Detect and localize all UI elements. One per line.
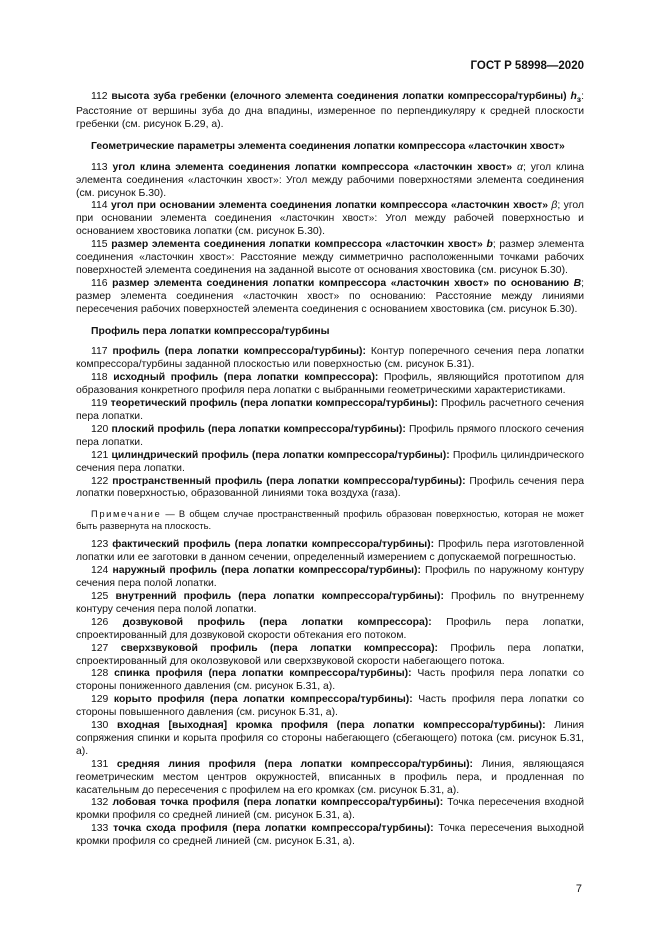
entry-119: 119 теоретический профиль (пера лопатки компрессора/турбины): Профиль расчетного сечения пера лопатки.: [76, 398, 585, 423]
section-heading-dovetail: Геометрические параметры элемента соединения лопатки компрессора «ласточкин хвост»: [91, 140, 565, 152]
entry-129: 129 корыто профиля (пера лопатки компрессора/турбины): Часть профиля пера лопатки со стороны повышенного давления (см. рисунок Б.31, а).: [76, 694, 584, 719]
standard-header: ГОСТ Р 58998—2020: [470, 60, 584, 72]
entry-113: 113 угол клина элемента соединения лопатки компрессора «ласточкин хвост» α; угол клина элемента соединения «ласточкин хвост»: Угол между рабочими поверхностями элемента соединения (см. рисунок Б.30).: [76, 161, 585, 199]
entry-131: 131 средняя линия профиля (пера лопатки компрессора/турбины): Линия, являющаяся геометрическим местом центров окружностей, вписанных в профиль пера, и продленная по касательным до пересечения с профилем на его кромках (см. рисунок Б.31, а).: [76, 758, 585, 796]
section-heading-profile: Профиль пера лопатки компрессора/турбины: [91, 325, 330, 337]
entry-120: 120 плоский профиль (пера лопатки компрессора/турбины): Профиль прямого плоского сечения пера лопатки.: [76, 423, 584, 448]
page-number: 7: [575, 883, 582, 895]
entry-114: 114 угол при основании элемента соединения лопатки компрессора «ласточкин хвост» β; угол при основании элемента соединения «ласточкин хвост»: Угол между рабочей поверхностью и основанием хвостовика лопатки (см. рисунок Б.30).: [76, 200, 584, 238]
entry-123: 123 фактический профиль (пера лопатки компрессора/турбины): Профиль пера изготовленной лопатки или ее заготовки в данном сечении, определенный измерением с допускаемой погрешностью.: [76, 539, 584, 564]
entry-124: 124 наружный профиль (пера лопатки компрессора/турбины): Профиль по наружному контуру сечения пера полой лопатки.: [76, 565, 584, 590]
entry-122: 122 пространственный профиль (пера лопатки компрессора/турбины): Профиль сечения пера лопатки поверхностью, образованной линиями тока воздуха (газа).: [76, 475, 584, 500]
document-body: [76, 91, 584, 849]
entry-116: 116 размер элемента соединения лопатки компрессора «ласточкин хвост» по основанию B; размер элемента соединения «ласточкин хвост» по основанию: Расстояние между линиями пересечения рабочих поверхностей элемента соединения с основанием хвостовика (см. рисунок Б.30).: [76, 277, 585, 315]
entry-118: 118 исходный профиль (пера лопатки компрессора): Профиль, являющийся прототипом для образования конкретного профиля пера лопатки с выбранными геометрическими характеристиками.: [76, 372, 584, 397]
note-122: Примечание — В общем случае пространственный профиль образован поверхностью, которая не может быть развернута на плоскость.: [76, 508, 584, 532]
entry-132: 132 лобовая точка профиля (пера лопатки компрессора/турбины): Точка пересечения входной кромки профиля со средней линией (см. рисунок Б.31, а).: [76, 797, 584, 822]
entry-125: 125 внутренний профиль (пера лопатки компрессора/турбины): Профиль по внутреннему контуру сечения пера полой лопатки.: [76, 590, 584, 615]
entry-128: 128 спинка профиля (пера лопатки компрессора/турбины): Часть профиля пера лопатки со стороны пониженного давления (см. рисунок Б.31, а).: [76, 668, 585, 693]
entry-117: 117 профиль (пера лопатки компрессора/турбины): Контур поперечного сечения пера лопатки компрессора/турбины заданной плоскостью или поверхностью (см. рисунок Б.31).: [76, 346, 585, 371]
entry-133: 133 точка схода профиля (пера лопатки компрессора/турбины): Точка пересечения выходной кромки профиля со средней линией (см. рисунок Б.31, а).: [76, 823, 585, 848]
entry-115: 115 размер элемента соединения лопатки компрессора «ласточкин хвост» b; размер элемента соединения «ласточкин хвост»: Расстояние между симметрично расположенными точками рабочих поверхностей элемента соединения на заданной высоте от основания хвостовика (см. рисунок Б.30).: [76, 239, 584, 276]
entry-126: 126 дозвуковой профиль (пера лопатки компрессора): Профиль пера лопатки, спроектированный для дозвуковой скорости обтекания его потоком.: [76, 616, 584, 641]
entry-112: 112 высота зуба гребенки (елочного элемента соединения лопатки компрессора/турбины) $h_з$: Расстояние от вершины зуба до дна впадины, измеренное по перпендикуляру к средней плоскости гребенки (см. рисунок Б.29, а).: [76, 91, 584, 130]
entry-127: 127 сверхзвуковой профиль (пера лопатки компрессора): Профиль пера лопатки, спроектированный для околозвуковой или сверхзвуковой скорости набегающего потока.: [76, 642, 584, 667]
entry-121: 121 цилиндрический профиль (пера лопатки компрессора/турбины): Профиль цилиндрического сечения пера лопатки.: [76, 449, 584, 474]
entry-130: 130 входная [выходная] кромка профиля (пера лопатки компрессора/турбины): Линия сопряжения спинки и корыта профиля со стороны набегающего (сбегающего) потока (см. рисунок Б.31, а).: [76, 720, 584, 757]
